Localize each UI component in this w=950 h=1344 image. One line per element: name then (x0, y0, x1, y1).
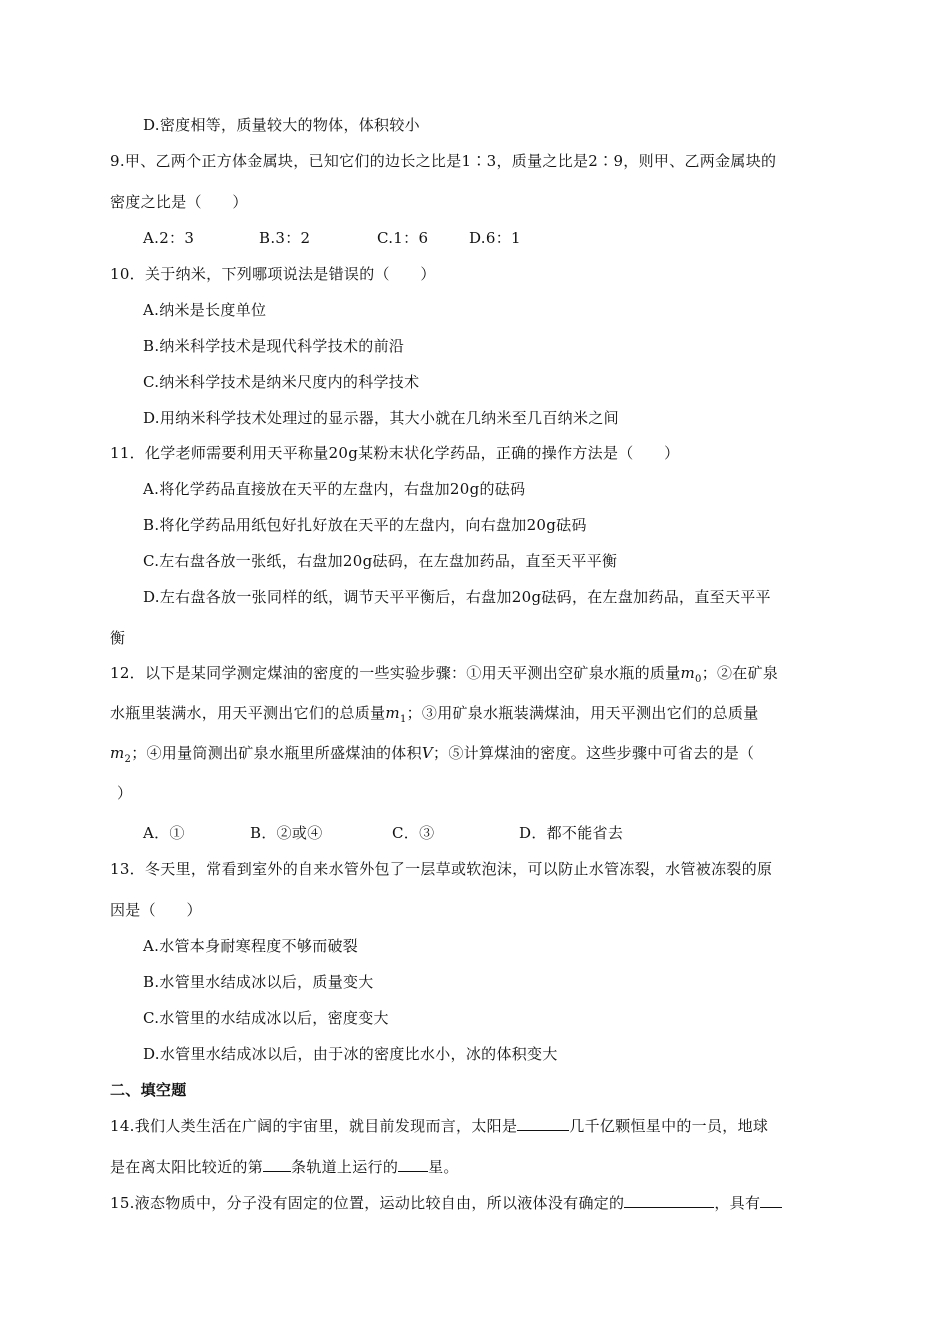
q12-options (143, 823, 623, 843)
q10-stem: 10．关于纳米，下列哪项说法是错误的（ ） (110, 265, 436, 283)
q15-stem-line1: 15.液态物质中，分子没有固定的位置，运动比较自由，所以液体没有确定的 ，具有 (110, 1193, 782, 1213)
q12-stem-line4: ） (117, 784, 133, 802)
q12-option-b: B．②或④ (250, 824, 323, 842)
q9-stem-line2: 密度之比是（ ） (110, 193, 248, 211)
q11-option-d-continued: 衡 (110, 629, 126, 647)
q11-option-a: A.将化学药品直接放在天平的左盘内，右盘加20g的砝码 (143, 480, 526, 498)
q13-stem-line2: 因是（ ） (110, 901, 202, 919)
q14-blank-3[interactable] (398, 1157, 428, 1172)
q12-stem-line2: 水瓶里装满水，用天平测出它们的总质量$m_1$；③用矿泉水瓶装满煤油，用天平测出它们的总质量 (110, 704, 759, 725)
q13-stem-line1: 13．冬天里，常看到室外的自来水管外包了一层草或软泡沫，可以防止水管冻裂，水管被冻裂的原 (110, 860, 773, 878)
q8-option-d: D.密度相等，质量较大的物体，体积较小 (143, 116, 420, 134)
q13-option-d: D.水管里水结成冰以后，由于冰的密度比水小，冰的体积变大 (143, 1045, 558, 1063)
q12-stem-line3: $m_2$；④用量筒测出矿泉水瓶里所盛煤油的体积V；⑤计算煤油的密度。这些步骤中可省去的是（ (110, 744, 755, 765)
q9-options (143, 228, 521, 248)
q13-option-b: B.水管里水结成冰以后，质量变大 (143, 973, 374, 991)
q11-option-d: D.左右盘各放一张同样的纸，调节天平平衡后，右盘加20g砝码，在左盘加药品，直至天平平 (143, 588, 771, 606)
q12-option-d: D．都不能省去 (519, 824, 624, 842)
q9-option-c: C.1：6 (377, 229, 429, 247)
q10-option-d: D.用纳米科学技术处理过的显示器，其大小就在几纳米至几百纳米之间 (143, 409, 619, 427)
q14-stem-line2: 是在离太阳比较近的第 条轨道上运行的 星。 (110, 1158, 459, 1176)
q9-option-d: D.6：1 (469, 229, 521, 247)
q11-option-b: B.将化学药品用纸包好扎好放在天平的左盘内，向右盘加20g砝码 (143, 516, 587, 534)
q10-option-a: A.纳米是长度单位 (143, 301, 267, 319)
q15-blank-2[interactable] (760, 1193, 782, 1208)
q14-blank-2[interactable] (263, 1157, 291, 1172)
q9-option-b: B.3：2 (259, 229, 311, 247)
q12-option-c: C．③ (392, 824, 435, 842)
q14-stem-line1: 14.我们人类生活在广阔的宇宙里，就目前发现而言，太阳是 几千亿颗恒星中的一员，地球 (110, 1117, 769, 1135)
q11-option-c: C.左右盘各放一张纸，右盘加20g砝码，在左盘加药品，直至天平平衡 (143, 552, 618, 570)
section-heading-fill-blank: 二、填空题 (110, 1081, 187, 1099)
q15-blank-1[interactable] (624, 1193, 714, 1208)
q12-stem-line1: 12．以下是某同学测定煤油的密度的一些实验步骤：①用天平测出空矿泉水瓶的质量$m_0$；②在矿泉 (110, 664, 779, 685)
q9-option-a: A.2：3 (143, 229, 195, 247)
q9-stem-line1: 9.甲、乙两个正方体金属块，已知它们的边长之比是1∶3，质量之比是2∶9，则甲、乙两金属块的 (110, 152, 777, 170)
q13-option-c: C.水管里的水结成冰以后，密度变大 (143, 1009, 389, 1027)
q11-stem: 11．化学老师需要利用天平称量20g某粉末状化学药品，正确的操作方法是（ ） (110, 444, 680, 462)
q14-blank-1[interactable] (517, 1116, 569, 1131)
q10-option-b: B.纳米科学技术是现代科学技术的前沿 (143, 337, 405, 355)
q10-option-c: C.纳米科学技术是纳米尺度内的科学技术 (143, 373, 420, 391)
q12-option-a: A．① (143, 824, 185, 842)
q13-option-a: A.水管本身耐寒程度不够而破裂 (143, 937, 359, 955)
